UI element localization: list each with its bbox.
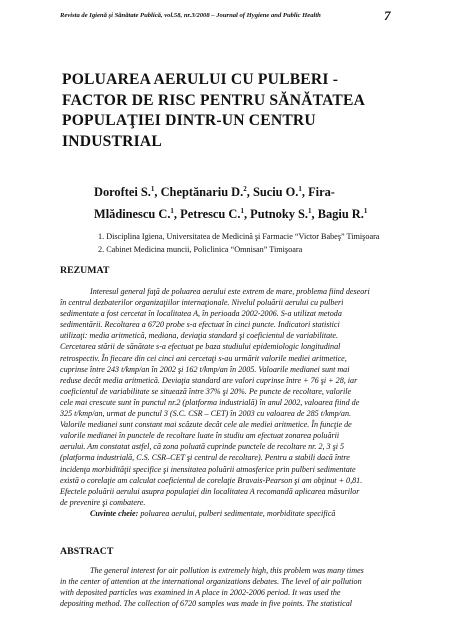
author-separator: , — [311, 207, 318, 222]
title-line: POPULAŢIEI DINTR-UN CENTRU — [62, 112, 316, 129]
abstract-line: Valorile medianei sunt constant mai scăzute decât cele ale mediei aritmetice. În funcţie de — [60, 420, 352, 430]
author-separator: , — [154, 185, 161, 200]
author-affil-mark: 1 — [170, 207, 174, 216]
keywords-label: Cuvinte cheie: — [90, 508, 139, 518]
author-separator: , Fira- — [301, 185, 335, 200]
author-name: Cheptănariu D. — [160, 185, 244, 200]
author-affil-mark: 1 — [150, 185, 155, 193]
author-affil-mark: 1 — [240, 207, 244, 216]
abstract-line: sedimentate a fost cercetat în localitatea A, în perioada 2002-2006. S-a utilizat metoda — [60, 309, 342, 319]
abstract-line: depositing method. The collection of 6720 samples was made in five points. The statistical — [60, 599, 353, 609]
abstract-line: in the center of attention at the international organizations debates. The level of air pollution — [60, 577, 362, 587]
author-name: Suciu O. — [252, 185, 299, 200]
paper-title — [62, 70, 392, 152]
abstract-line: există o corelaţie am calculat coeficientul de corelaţie Bravais-Pearson şi am obţinut + 0,81. — [60, 475, 363, 485]
author-name: Bagiu R. — [317, 207, 364, 222]
author-affil-mark: 1 — [308, 207, 312, 216]
abstract-line: (platforma industrială, C.S. CSR–CET şi centrul de recoltare). Pentru a stabili dacă între — [60, 453, 350, 463]
journal-header: Revista de Igienă şi Sănătate Publică, vol.58, nr.3/2008 – Journal of Hygiene and Public Health — [60, 12, 321, 19]
keywords-text: poluarea aerului, pulberi sedimentate, morbiditate specifică — [138, 508, 336, 518]
author-affil-mark: 2 — [243, 185, 247, 193]
title-line: FACTOR DE RISC PENTRU SĂNĂTATEA — [62, 91, 366, 109]
abstract-line: with deposited particles was examined in A place in 2002-2006 period. It was used the — [60, 588, 341, 598]
author-name: Mlădinescu C. — [94, 207, 171, 222]
abstract-line: utilizaţi: media aritmetică, mediana, deviaţia standard şi coeficientul de variabilitate. — [60, 331, 338, 341]
abstract-line: retrospectiv. În fiecare din cei cinci ani cercetaţi s-au urmărit valorile mediei aritmetice, — [60, 353, 347, 363]
author-name: Doroftei S. — [94, 185, 151, 200]
author-affil-mark: 1 — [363, 207, 368, 216]
title-line: INDUSTRIAL — [62, 132, 162, 150]
rezumat-heading: REZUMAT — [60, 265, 110, 276]
abstract-line: cuprinse între 243 t/kmp/an în 2002 şi 162 t/kmp/an în 2005. Valoarile medianei sunt mai — [60, 364, 350, 374]
title-line: POLUAREA AERULUI CU PULBERI - — [62, 71, 339, 88]
author-separator: , — [173, 207, 181, 222]
abstract-line: valorile medianei în punctele de recoltare luate în studiu am efectuat zonarea poluării — [60, 431, 340, 441]
abstract-line: aerului. Am constatat astfel, că zona poluată cuprinde punctele de recoltare nr. 2, 3 şi 5 — [60, 442, 345, 452]
author-line — [94, 180, 394, 202]
author-name: Putnoky S. — [250, 207, 309, 222]
abstract-line: coeficientul de variabilitate se situează între 37% şi 20%. Pe puncte de recoltare, valorile — [60, 386, 352, 396]
rezumat-body — [60, 286, 393, 519]
author-list — [94, 180, 394, 224]
abstract-line: reduse decât media aritmetică. Deviaţia standard are valori cuprinse între + 76 şi + 28, iar — [60, 375, 358, 385]
abstract-line: The general interest for air pollution is extremely high, this problem was many times — [90, 566, 364, 575]
abstract-line: 325 t/kmp/an, urmat de punctul 3 (S.C. CSR – CET) în 2003 cu valoarea de 285 t/kmp/an. — [60, 409, 352, 419]
author-name: Petrescu C. — [180, 207, 241, 222]
author-separator: , — [243, 207, 251, 222]
affiliation-item: 2. Cabinet Medicina muncii, Policlinica “Omnisan” Timişoara — [98, 245, 303, 254]
keywords-line — [60, 508, 393, 519]
abstract-line: Interesul general faţă de poluarea aerului este extrem de mare, problema fiind deseori — [90, 287, 370, 296]
abstract-line: Cercetarea stării de sănătate s-a efectuat pe baza studiului epidemiologic longitudinal — [60, 342, 341, 352]
affiliations — [98, 230, 398, 256]
abstract-line: cele mai crescute sunt în punctul nr.2 (platforma industrială) în anul 2002, valoarea fiind de — [60, 397, 360, 407]
abstract-line: incidenţa morbidităţii specifice şi inensitatea poluării atmosferice prin pulberi sedimentate — [60, 464, 356, 474]
abstract-heading: ABSTRACT — [60, 546, 114, 557]
page-number: 7 — [384, 8, 391, 23]
abstract-body — [60, 565, 393, 609]
author-separator: , — [246, 185, 253, 200]
abstract-line: în centrul dezbaterilor organizaţiilor internaţionale. Nivelul poluării aerului cu pulberi — [60, 298, 344, 308]
author-line — [94, 202, 394, 224]
affiliation-item: 1. Disciplina Igiena, Universitatea de Medicină şi Farmacie “Victor Babeş” Timişoara — [98, 232, 380, 241]
author-affil-mark: 1 — [298, 185, 302, 193]
abstract-line: sedimentării. Recoltarea a 6720 probe s-a efectuat în cinci puncte. Indicatori statistici — [60, 320, 340, 330]
abstract-line: de prevenire şi combatere. — [60, 497, 146, 507]
abstract-line: Efectele poluării aerului asupra populaţiei din localitatea A recomandă aplicarea măsurilor — [60, 486, 360, 496]
